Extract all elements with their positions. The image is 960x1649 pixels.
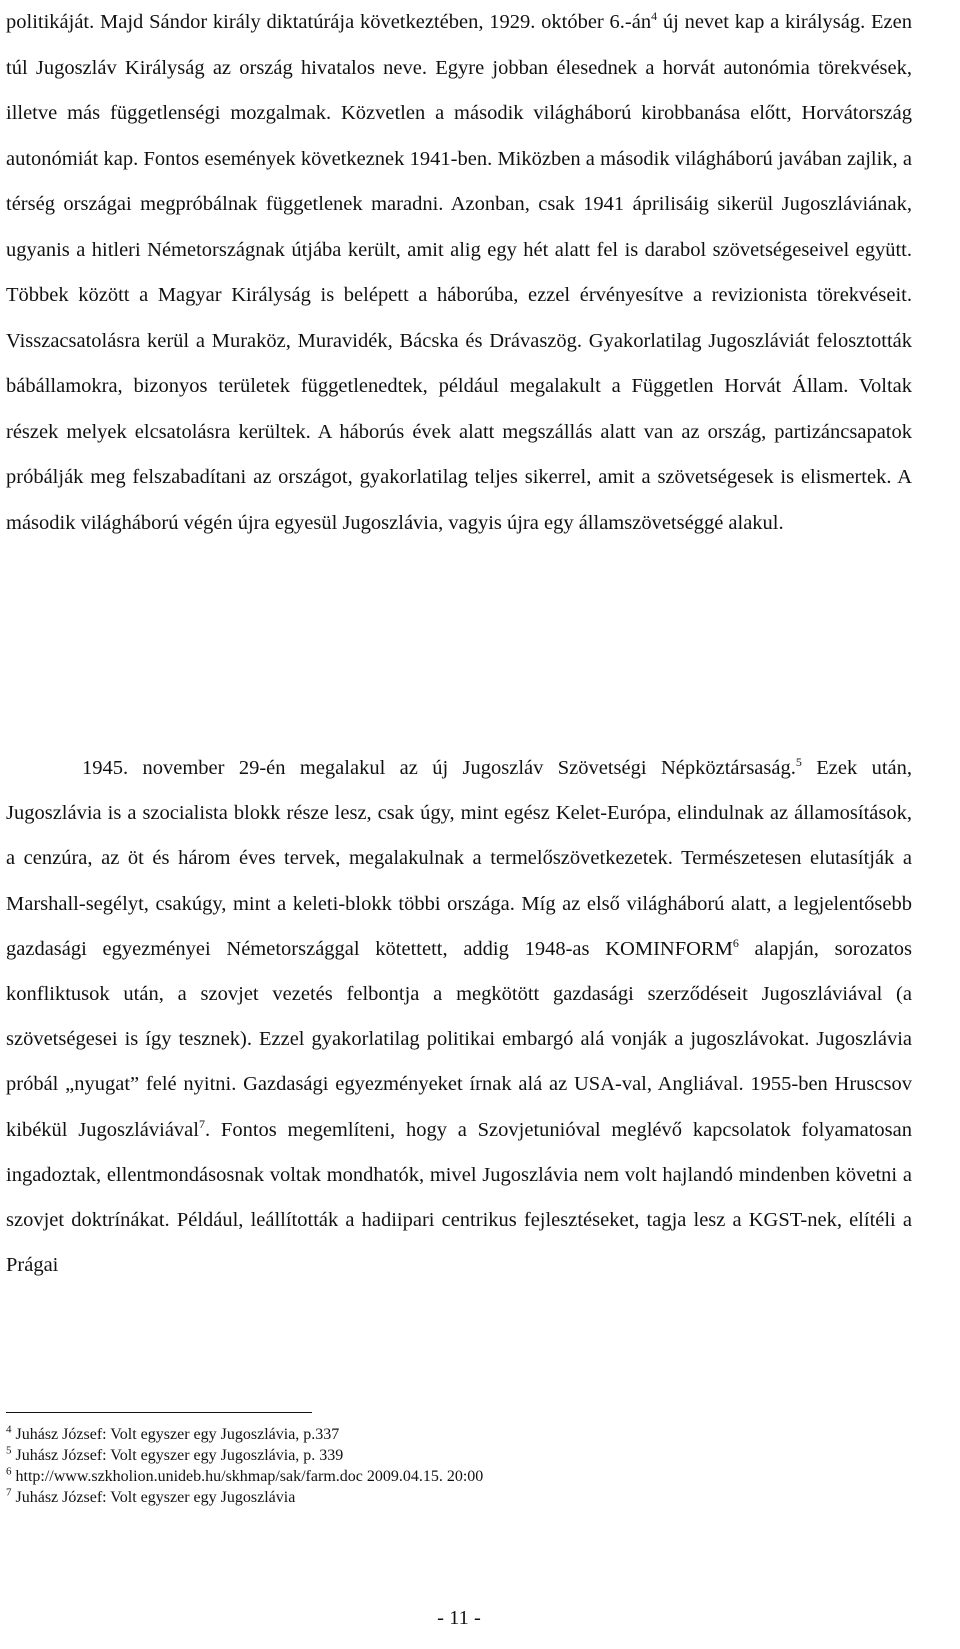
paragraph-2-text-d: . Fontos megemlíteni, hogy a Szovjetunióval meglévő kapcsolatok folyamatosan ingadoztak, ellentmondásosnak voltak mondhatók, mivel Jugoszlávia nem volt hajlandó mindenben követni a szovjet doktrínákat. Például, leállították a hadiipari centrikus fejlesztéseket, tagja lesz a KGST-nek, elítéli a Prágai <box>6 1118 912 1277</box>
footnote-ref-4[interactable]: 4 <box>651 9 658 24</box>
footnote-ref-7[interactable]: 7 <box>198 1116 205 1131</box>
footnote-ref-5[interactable]: 5 <box>795 755 802 770</box>
paragraph-1-text-b: új nevet kap a királyság. Ezen túl Jugoszláv Királyság az ország hivatalos neve. Egyre jobban élesednek a horvát autonómia törekvések, illetve más függetlenségi mozgalmak. Közvetlen a második világháború kirobbanása előtt, Horvátország autonómiát kap. Fontos események következnek 1941-ben. Miközben a második világháború javában zajlik, a térség országai megpróbálnak függetlenek maradni. Azonban, csak 1941 áprilisáig sikerül Jugoszláviának, ugyanis a hitleri Németországnak útjába került, amit alig egy hét alatt fel is darabol szövetségeseivel együtt. Többek között a Magyar Királyság is belépett a háborúba, ezzel érvényesítve a revizionista törekvéseit. Visszacsatolásra kerül a Muraköz, Muravidék, Bácska és Drávaszög. Gyakorlatilag Jugoszláviát felosztották bábállamokra, bizonyos területek függetlenedtek, például megalakult a Független Horvát Állam. Voltak részek melyek elcsatolásra kerültek. A háborús évek alatt megszállás alatt van az ország, partizáncsapatok próbálják meg felszabadítani az országot, gyakorlatilag teljes sikerrel, amit a szövetségesek is elismertek. A második világháború végén újra egyesül Jugoszlávia, vagyis újra egy államszövetséggé alakul. <box>6 11 913 534</box>
footnote-4 <box>6 1424 906 1445</box>
footnote-text: Juhász József: Volt egyszer egy Jugoszlávia <box>11 1489 296 1506</box>
paragraph-2-text-b: Ezek után, Jugoszlávia is a szocialista blokk része lesz, csak úgy, mint egész Kelet-Európa, elindulnak az államosítások, a cenzúra, az öt és három éves tervek, megalakulnak a termelőszövetkezetek. Természetesen elutasítják a Marshall-segélyt, csakúgy, mint a keleti-blokk többi országa. Míg az első világháború alatt, a legjelentősebb gazdasági egyezményei Németországgal kötettett, addig 1948-as KOMINFORM <box>6 757 912 960</box>
body-paragraph-1 <box>6 0 912 546</box>
footnote-5 <box>6 1445 906 1466</box>
footnote-text: Juhász József: Volt egyszer egy Jugoszlávia, p.337 <box>11 1426 340 1443</box>
page-number: - 11 - <box>437 1607 481 1629</box>
footnote-ref-6[interactable]: 6 <box>732 935 739 950</box>
footnote-separator <box>6 1412 312 1413</box>
footnote-7 <box>6 1487 906 1508</box>
footnote-number: 4 <box>6 1423 12 1436</box>
footnote-number: 7 <box>6 1486 12 1499</box>
body-paragraph-2 <box>6 746 912 1288</box>
footnote-text: Juhász József: Volt egyszer egy Jugoszlávia, p. 339 <box>11 1447 344 1464</box>
footnote-6 <box>6 1466 906 1487</box>
paragraph-2-text-a: 1945. november 29-én megalakul az új Jugoszláv Szövetségi Népköztársaság. <box>82 757 796 779</box>
footnote-number: 5 <box>6 1444 12 1457</box>
footnotes <box>6 1424 906 1508</box>
footnote-link[interactable]: http://www.szkholion.unideb.hu/skhmap/sak/farm.doc 2009.04.15. 20:00 <box>11 1468 484 1485</box>
paragraph-2-text-c: alapján, sorozatos konfliktusok után, a szovjet vezetés felbontja a megkötött gazdasági szerződéseit Jugoszláviával (a szövetségesei is így tesznek). Ezzel gyakorlatilag politikai embargó alá vonják a jugoszlávokat. Jugoszlávia próbál „nyugat” felé nyitni. Gazdasági egyezményeket írnak alá az USA-val, Angliával. 1955-ben Hruscsov kibékül Jugoszláviával <box>6 937 912 1141</box>
paragraph-1-text-a: politikáját. Majd Sándor király diktatúrája következtében, 1929. október 6.-án <box>6 11 652 33</box>
footnote-number: 6 <box>6 1465 12 1478</box>
